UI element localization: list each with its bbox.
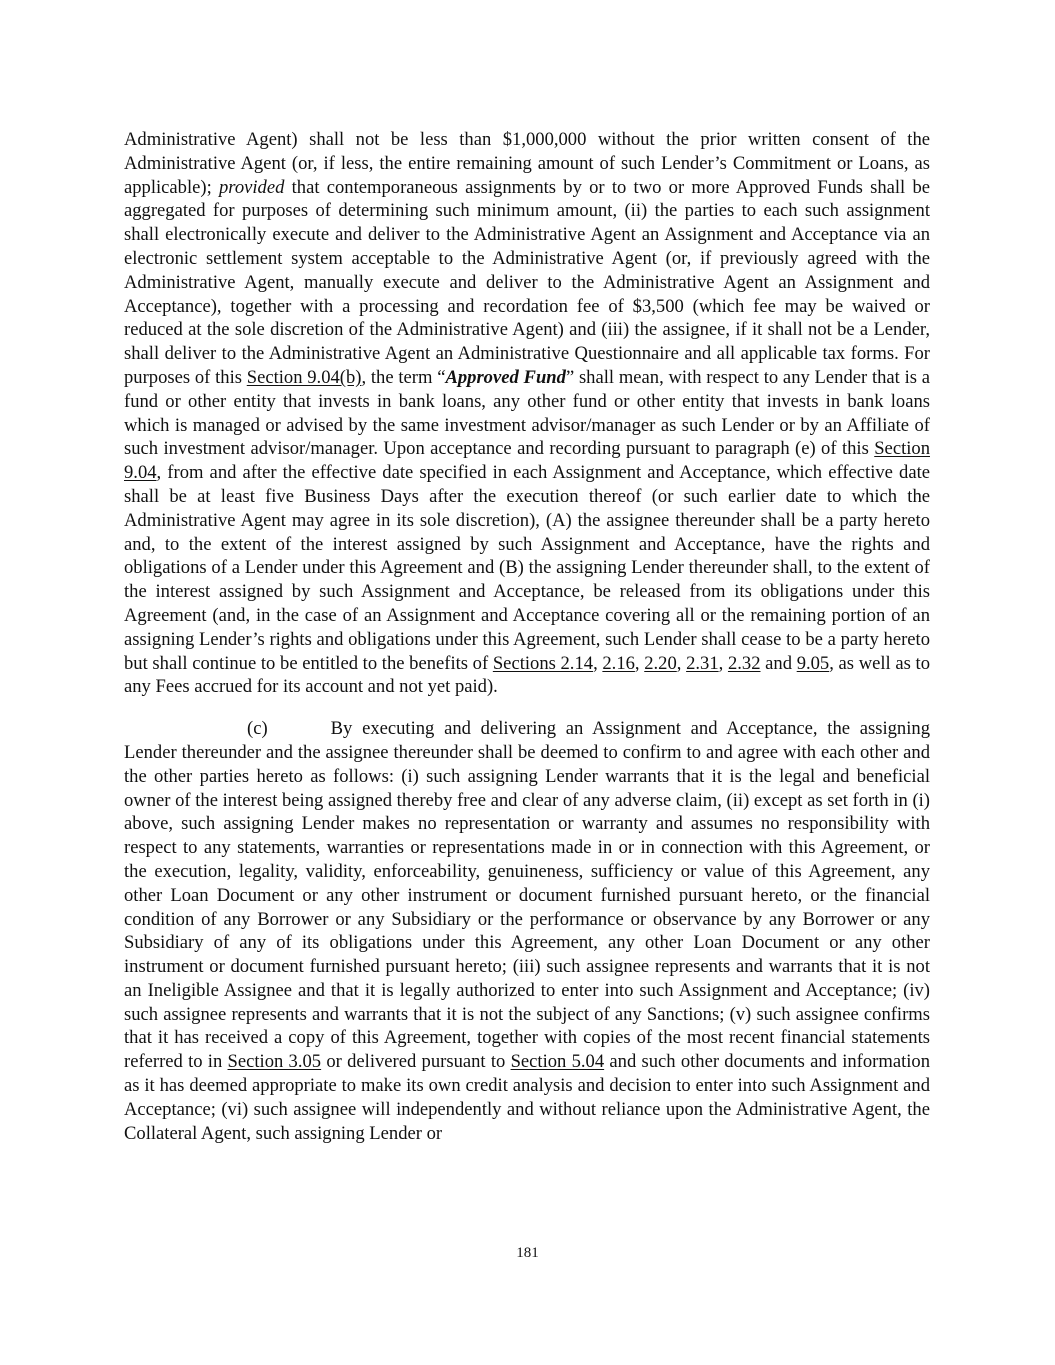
section-ref-2-14: Sections 2.14 <box>492 652 594 674</box>
text-run: and such other documents and information as it has deemed appropriate to make its own credit analysis and decision to enter into such Assignment and Acceptance; (vi) such assignee will independently and without reliance upon the Administrative Agent, the Collateral Agent, such assigning Lender or <box>124 1051 931 1144</box>
separator: , <box>634 652 645 674</box>
defined-term-approved-fund: Approved Fund <box>445 366 566 388</box>
section-ref-9-04: Section 9.04 <box>124 438 930 484</box>
paragraph-b-continuation <box>124 128 930 699</box>
text-run: , the term “ <box>361 366 446 388</box>
section-ref-5-04: Section 5.04 <box>510 1051 605 1073</box>
section-ref-3-05: Section 3.05 <box>227 1051 322 1073</box>
section-ref-2-20: 2.20 <box>644 652 677 674</box>
paragraph-c <box>124 717 930 1145</box>
section-ref-9-04-b: Section 9.04(b) <box>246 366 362 388</box>
separator: , <box>593 652 603 674</box>
text-run: By executing and delivering an Assignment and Acceptance, the assigning Lender thereunder and the assignee thereunder shall be deemed to confirm to and agree with each other and the other parties hereto as follows: (i) such assigning Lender warrants that it is the legal and beneficial owner of the interest being assigned thereby free and clear of any adverse claim, (ii) except as set forth in (i) above, such assigning Lender makes no representation or warranty and assumes no responsibility with respect to any statements, warranties or representations made in or in connection with this Agreement, or the execution, legality, validity, enforceability, genuineness, sufficiency or value of this Agreement, any other Loan Document or any other instrument or document furnished pursuant hereto, or the financial condition of any Borrower or any Subsidiary or the performance or observance by any Borrower or any Subsidiary of any of its obligations under this Agreement, any other Loan Document or any other instrument or document furnished pursuant hereto; (iii) such assignee represents and warrants that it is not an Ineligible Assignee and that it is legally authorized to enter into such Assignment and Acceptance; (iv) such assignee represents and warrants that it is not the subject of any Sanctions; (v) such assignee confirms that it has received a copy of this Agreement, together with copies of the most recent financial statements referred to in <box>124 718 930 1073</box>
document-body <box>124 128 930 1145</box>
page-number: 181 <box>516 1245 539 1261</box>
text-run: ” shall mean, with respect to any Lender that is a fund or other entity that invests in bank loans, any other fund or other entity that invests in bank loans which is managed or advised by the same investment advisor/manager as such Lender or by an Affiliate of such investment advisor/manager. Upon acceptance and recording pursuant to paragraph (e) of this <box>124 366 930 460</box>
section-ref-2-16: 2.16 <box>602 652 635 674</box>
section-ref-2-32: 2.32 <box>727 652 761 674</box>
text-run: that contemporaneous assignments by or to two or more Approved Funds shall be aggregated for purposes of determining such minimum amount, (ii) the parties to each such assignment shall electronically execute and deliver to the Administrative Agent an Assignment and Acceptance via an electronic settlement system acceptable to the Administrative Agent (or, if previously agreed with the Administrative Agent, manually execute and deliver to the Administrative Agent an Assignment and Acceptance), together with a processing and recordation fee of $3,500 (which fee may be waived or reduced at the sole discretion of the Administrative Agent) and (iii) the assignee, if it shall not be a Lender, shall deliver to the Administrative Agent an Administrative Questionnaire and all applicable tax forms. For purposes of this <box>124 176 931 388</box>
section-ref-9-05: 9.05 <box>796 652 830 674</box>
text-run: , from and after the effective date specified in each Assignment and Acceptance, which effective date shall be at least five Business Days after the execution thereof (or such earlier date to which the Administrative Agent may agree in its sole discretion), (A) the assignee thereunder shall be a party hereto and, to the extent of the interest assigned by such Assignment and Acceptance, have the rights and obligations of a Lender under this Agreement and (B) the assigning Lender thereunder shall, to the extent of the interest assigned by such Assignment and Acceptance, be released from its obligations under this Agreement (and, in the case of an Assignment and Acceptance covering all or the remaining portion of an assigning Lender’s rights and obligations under this Agreement, such Lender shall cease to be a party hereto but shall continue to be entitled to the benefits of <box>124 462 930 674</box>
separator: , <box>676 652 687 674</box>
separator: , <box>718 652 728 674</box>
separator: and <box>760 652 797 674</box>
provided-italic: provided <box>219 176 285 198</box>
section-ref-2-31: 2.31 <box>686 652 719 674</box>
text-run: , as well as to any Fees accrued for its account and not yet paid). <box>124 652 930 698</box>
paragraph-label: (c) <box>247 718 268 740</box>
text-run: or delivered pursuant to <box>321 1051 511 1073</box>
text-run: Administrative Agent) shall not be less than $1,000,000 without the prior written consent of the Administrative Agent (or, if less, the entire remaining amount of such Lender’s Commitment or Loans, as applicable); <box>124 129 930 198</box>
